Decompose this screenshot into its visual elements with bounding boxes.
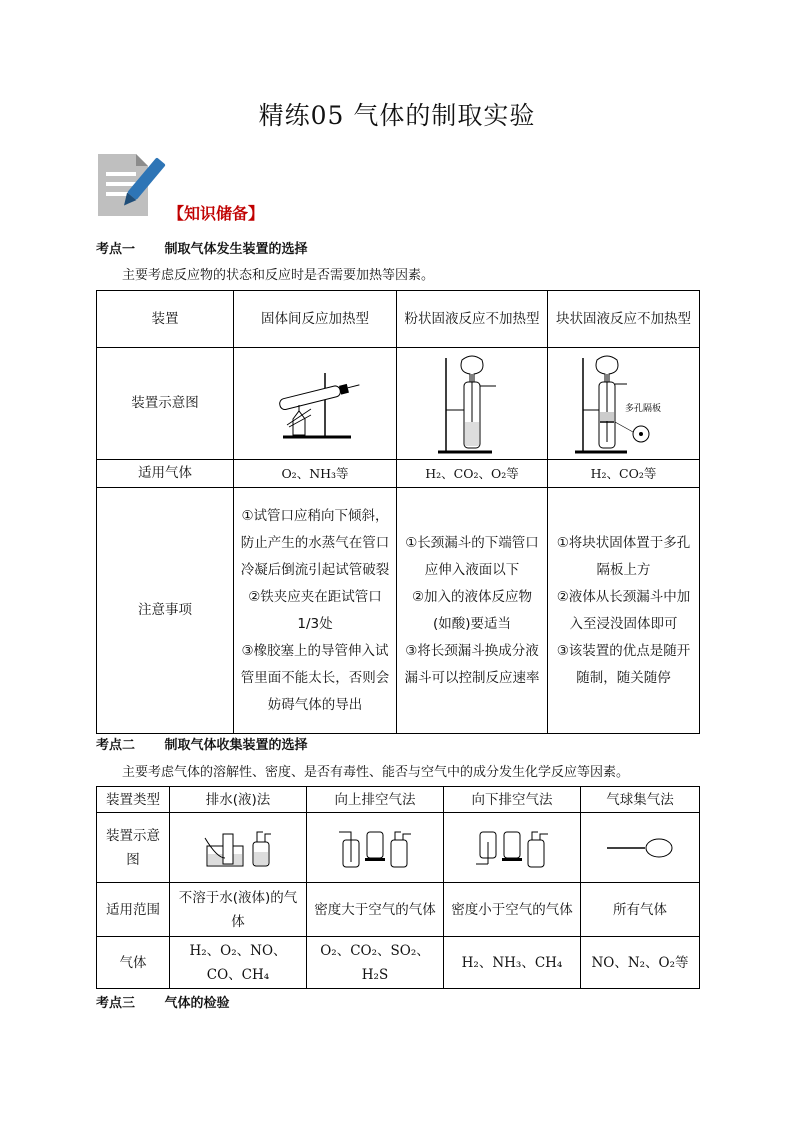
page-title: 精练05 气体的制取实验: [258, 101, 536, 130]
t2-gas-label: 气体: [97, 937, 170, 989]
kp1-desc: 主要考虑反应物的状态和反应时是否需要加热等因素。: [122, 268, 435, 283]
t1-gas-cell: H₂、CO₂、O₂等: [397, 460, 548, 488]
t2-header: 排水(液)法: [170, 787, 307, 813]
t2-gas-cell: H₂、O₂、NO、CO、CH₄: [170, 937, 307, 989]
kp2-label: 考点二: [96, 738, 136, 753]
downward-air-diagram: [444, 813, 581, 883]
t1-notes-cell: [548, 488, 700, 734]
kp3-title: 气体的检验: [164, 996, 230, 1011]
note-item: ①将块状固体置于多孔隔板上方: [556, 534, 691, 578]
note-item: ③该装置的优点是随开随制，随关随停: [556, 642, 691, 686]
water-displacement-diagram: [170, 813, 307, 883]
t2-range-cell: 不溶于水(液体)的气体: [170, 883, 307, 937]
t2-diagram-label: 装置示意图: [97, 813, 170, 883]
t1-gas-label: 适用气体: [97, 460, 234, 488]
t2-header: 气球集气法: [581, 787, 700, 813]
note-item: ③橡胶塞上的导管伸入试管里面不能太长，否则会妨碍气体的导出: [240, 642, 390, 713]
t2-header: 装置类型: [97, 787, 170, 813]
t2-range-label: 适用范围: [97, 883, 170, 937]
kp1-label: 考点一: [96, 242, 136, 257]
kp3-label: 考点三: [96, 996, 136, 1011]
perforated-plate-label: [625, 399, 695, 419]
heating-apparatus-diagram: [234, 348, 397, 460]
kp3-heading: [96, 992, 230, 1011]
t1-header: 固体间反应加热型: [234, 291, 397, 348]
powder-apparatus-diagram: [397, 348, 548, 460]
t2-header: 向下排空气法: [444, 787, 581, 813]
t1-header: 块状固液反应不加热型: [548, 291, 700, 348]
t1-gas-cell: O₂、NH₃等: [234, 460, 397, 488]
kp1-heading: [96, 238, 308, 257]
note-item: ①长颈漏斗的下端管口应伸入液面以下: [405, 534, 539, 578]
t2-range-cell: 所有气体: [581, 883, 700, 937]
t1-notes-cell: [234, 488, 397, 734]
t2-gas-cell: NO、N₂、O₂等: [581, 937, 700, 989]
note-item: ①试管口应稍向下倾斜，防止产生的水蒸气在管口冷凝后倒流引起试管破裂: [240, 507, 390, 578]
t2-range-cell: 密度大于空气的气体: [307, 883, 444, 937]
t1-header: 粉状固液反应不加热型: [397, 291, 548, 348]
balloon-diagram: [581, 813, 700, 883]
diagram-note: 多孔隔板: [625, 404, 662, 414]
t1-diagram-label: 装置示意图: [97, 348, 234, 460]
t1-header: 装置: [97, 291, 234, 348]
t2-gas-cell: H₂、NH₃、CH₄: [444, 937, 581, 989]
upward-air-diagram: [307, 813, 444, 883]
notebook-pen-icon: [96, 150, 166, 218]
t1-notes-cell: [397, 488, 548, 734]
generator-table: [96, 290, 700, 734]
kp1-title: 制取气体发生装置的选择: [164, 242, 308, 257]
note-item: ②液体从长颈漏斗中加入至浸没固体即可: [556, 588, 691, 632]
collection-table: [96, 786, 700, 989]
note-item: ②铁夹应夹在距试管口1/3处: [248, 588, 382, 632]
note-item: ③将长颈漏斗换成分液漏斗可以控制反应速率: [404, 642, 540, 686]
t2-gas-cell: O₂、CO₂、SO₂、H₂S: [307, 937, 444, 989]
kp2-heading: [96, 734, 308, 753]
kp2-desc: 主要考虑气体的溶解性、密度、是否有毒性、能否与空气中的成分发生化学反应等因素。: [122, 765, 630, 780]
t2-header: 向上排空气法: [307, 787, 444, 813]
note-item: ②加入的液体反应物(如酸)要适当: [411, 588, 533, 632]
section-label: 【知识储备】: [168, 204, 265, 223]
t2-range-cell: 密度小于空气的气体: [444, 883, 581, 937]
t1-notes-label: 注意事项: [97, 488, 234, 734]
kp2-title: 制取气体收集装置的选择: [164, 738, 308, 753]
t1-gas-cell: H₂、CO₂等: [548, 460, 700, 488]
